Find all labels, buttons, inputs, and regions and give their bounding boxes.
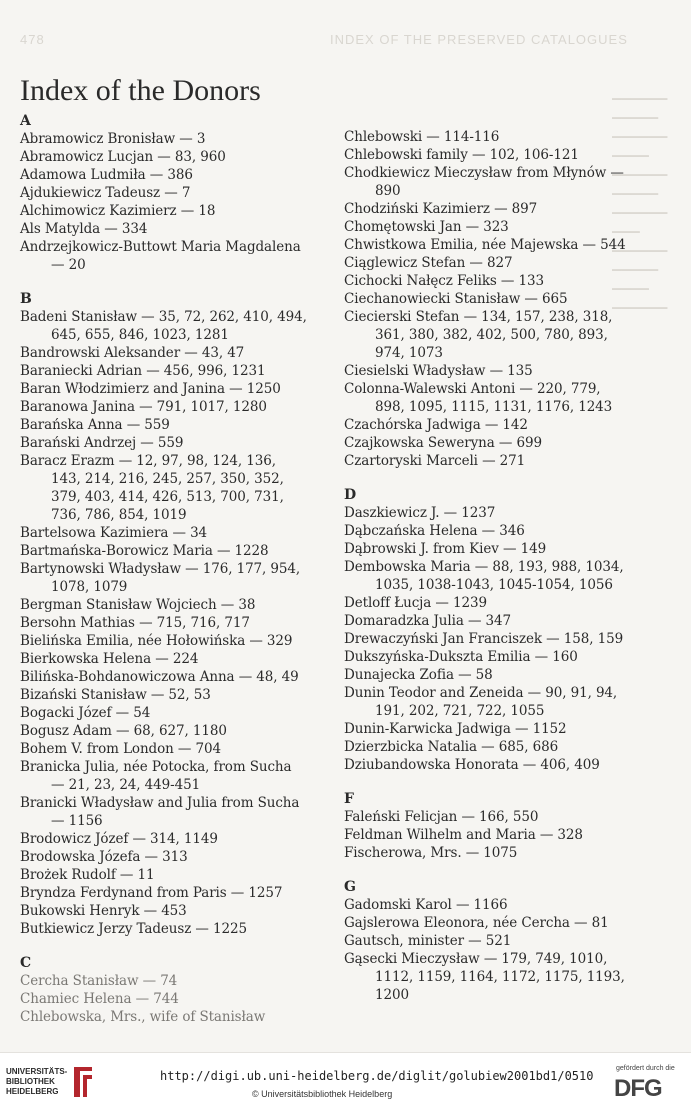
index-entry: Dąbczańska Helena — 346 bbox=[344, 523, 525, 539]
page-title: Index of the Donors bbox=[20, 74, 261, 107]
section-letter: F bbox=[344, 791, 354, 807]
index-entry: Chwistkowa Emilia, née Majewska — 544 bbox=[344, 237, 626, 253]
index-entry: Brodowicz Józef — 314, 1149 bbox=[20, 831, 218, 847]
index-entry: Bandrowski Aleksander — 43, 47 bbox=[20, 345, 245, 361]
index-entry: Dziubandowska Honorata — 406, 409 bbox=[344, 757, 600, 773]
index-entry: Ciąglewicz Stefan — 827 bbox=[344, 255, 513, 271]
index-entry: Feldman Wilhelm and Maria — 328 bbox=[344, 827, 583, 843]
index-entry: Dunin-Karwicka Jadwiga — 1152 bbox=[344, 721, 567, 737]
section-letter: A bbox=[20, 113, 31, 129]
index-entry: Ciecierski Stefan — 134, 157, 238, 318, 361, 380, 382, 402, 500, 780, 893, 974, 1073 bbox=[344, 309, 613, 361]
index-entry: Barański Andrzej — 559 bbox=[20, 435, 184, 451]
index-entry: Bohem V. from London — 704 bbox=[20, 741, 221, 757]
index-entry: Dembowska Maria — 88, 193, 988, 1034, 1035, 1038-1043, 1045-1054, 1056 bbox=[344, 559, 624, 593]
funder-note: gefördert durch die bbox=[616, 1065, 675, 1072]
index-entry: Als Matylda — 334 bbox=[20, 221, 148, 237]
index-entry: Bielińska Emilia, née Hołowińska — 329 bbox=[20, 633, 293, 649]
index-entry: Chlebowska, Mrs., wife of Stanisław bbox=[20, 1009, 266, 1025]
index-entry: Dukszyńska-Dukszta Emilia — 160 bbox=[344, 649, 578, 665]
library-line-2: BIBLIOTHEK bbox=[6, 1077, 55, 1086]
index-entry: Gautsch, minister — 521 bbox=[344, 933, 512, 949]
index-entry: Daszkiewicz J. — 1237 bbox=[344, 505, 496, 521]
section-letter: D bbox=[344, 487, 357, 503]
index-entry: Colonna-Walewski Antoni — 220, 779, 898, 1095, 1115, 1131, 1176, 1243 bbox=[344, 381, 613, 415]
library-logo-icon bbox=[70, 1065, 96, 1099]
index-column-right bbox=[344, 128, 632, 1004]
index-entry: Detloff Łucja — 1239 bbox=[344, 595, 487, 611]
index-entry: Alchimowicz Kazimierz — 18 bbox=[20, 203, 216, 219]
index-entry: Branicki Władysław and Julia from Sucha — 1156 bbox=[20, 795, 300, 829]
dfg-logo: DFG bbox=[614, 1075, 662, 1102]
digitization-footer bbox=[0, 1052, 691, 1109]
index-entry: Butkiewicz Jerzy Tadeusz — 1225 bbox=[20, 921, 247, 937]
library-line-1: UNIVERSITÄTS- bbox=[6, 1067, 68, 1076]
library-name bbox=[6, 1067, 67, 1097]
index-entry: Bogacki Józef — 54 bbox=[20, 705, 151, 721]
index-entry: Gajslerowa Eleonora, née Cercha — 81 bbox=[344, 915, 609, 931]
index-entry: Fischerowa, Mrs. — 1075 bbox=[344, 845, 518, 861]
index-entry: Chlebowski — 114-116 bbox=[344, 129, 500, 145]
running-head: INDEX OF THE PRESERVED CATALOGUES bbox=[330, 32, 628, 47]
index-entry: Gadomski Karol — 1166 bbox=[344, 897, 508, 913]
index-column-left bbox=[20, 112, 308, 1026]
index-entry: Dunajecka Zofia — 58 bbox=[344, 667, 493, 683]
index-entry: Cercha Stanisław — 74 bbox=[20, 973, 178, 989]
index-entry: Bogusz Adam — 68, 627, 1180 bbox=[20, 723, 227, 739]
index-entry: Bergman Stanisław Wojciech — 38 bbox=[20, 597, 256, 613]
index-entry: Chlebowski family — 102, 106-121 bbox=[344, 147, 579, 163]
index-entry: Bryndza Ferdynand from Paris — 1257 bbox=[20, 885, 283, 901]
index-entry: Czartoryski Marceli — 271 bbox=[344, 453, 526, 469]
index-entry: Branicka Julia, née Potocka, from Sucha — 21, 23, 24, 449-451 bbox=[20, 759, 292, 793]
section-letter: B bbox=[20, 291, 32, 307]
index-entry: Ciesielski Władysław — 135 bbox=[344, 363, 533, 379]
index-entry: Cichocki Nałęcz Feliks — 133 bbox=[344, 273, 544, 289]
index-entry: Baraniecki Adrian — 456, 996, 1231 bbox=[20, 363, 266, 379]
index-entry: Abramowicz Lucjan — 83, 960 bbox=[20, 149, 226, 165]
index-entry: Bizański Stanisław — 52, 53 bbox=[20, 687, 211, 703]
index-entry: Baracz Erazm — 12, 97, 98, 124, 136, 143, 214, 216, 245, 257, 350, 352, 379, 403, 414, 426, 513, 700, 731, 736, 786, 854, 1019 bbox=[20, 453, 284, 523]
index-entry: Dąbrowski J. from Kiev — 149 bbox=[344, 541, 547, 557]
index-entry: Drewaczyński Jan Franciszek — 158, 159 bbox=[344, 631, 624, 647]
index-entry: Baranowa Janina — 791, 1017, 1280 bbox=[20, 399, 267, 415]
index-entry: Badeni Stanisław — 35, 72, 262, 410, 494, 645, 655, 846, 1023, 1281 bbox=[20, 309, 307, 343]
index-entry: Bierkowska Helena — 224 bbox=[20, 651, 199, 667]
library-line-3: HEIDELBERG bbox=[6, 1087, 59, 1096]
running-header-bleedthrough bbox=[0, 24, 691, 54]
copyright-notice: © Universitätsbibliothek Heidelberg bbox=[252, 1089, 393, 1099]
index-entry: Domaradzka Julia — 347 bbox=[344, 613, 512, 629]
index-entry: Czajkowska Seweryna — 699 bbox=[344, 435, 542, 451]
section-letter: G bbox=[344, 879, 356, 895]
index-entry: Chamiec Helena — 744 bbox=[20, 991, 179, 1007]
index-entry: Bartmańska-Borowicz Maria — 1228 bbox=[20, 543, 269, 559]
index-entry: Baran Włodzimierz and Janina — 1250 bbox=[20, 381, 281, 397]
index-entry: Chodkiewicz Mieczysław from Młynów — 890 bbox=[344, 165, 624, 199]
index-entry: Andrzejkowicz-Buttowt Maria Magdalena — 20 bbox=[20, 239, 301, 273]
index-entry: Brożek Rudolf — 11 bbox=[20, 867, 155, 883]
index-entry: Dunin Teodor and Zeneida — 90, 91, 94, 191, 202, 721, 722, 1055 bbox=[344, 685, 618, 719]
index-entry: Barańska Anna — 559 bbox=[20, 417, 170, 433]
page-number: 478 bbox=[20, 32, 45, 47]
index-entry: Bartelsowa Kazimiera — 34 bbox=[20, 525, 208, 541]
index-entry: Bukowski Henryk — 453 bbox=[20, 903, 187, 919]
index-entry: Dzierzbicka Natalia — 685, 686 bbox=[344, 739, 559, 755]
index-entry: Chomętowski Jan — 323 bbox=[344, 219, 509, 235]
index-entry: Gąsecki Mieczysław — 179, 749, 1010, 1112, 1159, 1164, 1172, 1175, 1193, 1200 bbox=[344, 951, 625, 1003]
index-entry: Brodowska Józefa — 313 bbox=[20, 849, 188, 865]
section-letter: C bbox=[20, 955, 32, 971]
index-entry: Chodziński Kazimierz — 897 bbox=[344, 201, 538, 217]
index-entry: Bersohn Mathias — 715, 716, 717 bbox=[20, 615, 250, 631]
index-entry: Bilińska-Bohdanowiczowa Anna — 48, 49 bbox=[20, 669, 299, 685]
index-entry: Abramowicz Bronisław — 3 bbox=[20, 131, 206, 147]
index-entry: Czachórska Jadwiga — 142 bbox=[344, 417, 528, 433]
index-entry: Ciechanowiecki Stanisław — 665 bbox=[344, 291, 568, 307]
facing-page-bleed: ▁▁▁▁▁▁ ▁▁▁▁▁ ▁▁▁▁▁▁ ▁▁▁▁ ▁▁▁▁▁▁ ▁▁▁▁▁ ▁▁▁▁▁▁ ▁▁▁ ▁▁▁▁▁▁ ▁▁▁▁▁ ▁▁▁▁ ▁▁▁▁▁▁ bbox=[612, 86, 668, 309]
index-entry: Adamowa Ludmiła — 386 bbox=[20, 167, 193, 183]
permalink-url[interactable]: http://digi.ub.uni-heidelberg.de/diglit/golubiew2001bd1/0510 bbox=[160, 1069, 594, 1083]
index-entry: Bartynowski Władysław — 176, 177, 954, 1078, 1079 bbox=[20, 561, 301, 595]
index-entry: Ajdukiewicz Tadeusz — 7 bbox=[20, 185, 191, 201]
index-entry: Faleński Felicjan — 166, 550 bbox=[344, 809, 539, 825]
